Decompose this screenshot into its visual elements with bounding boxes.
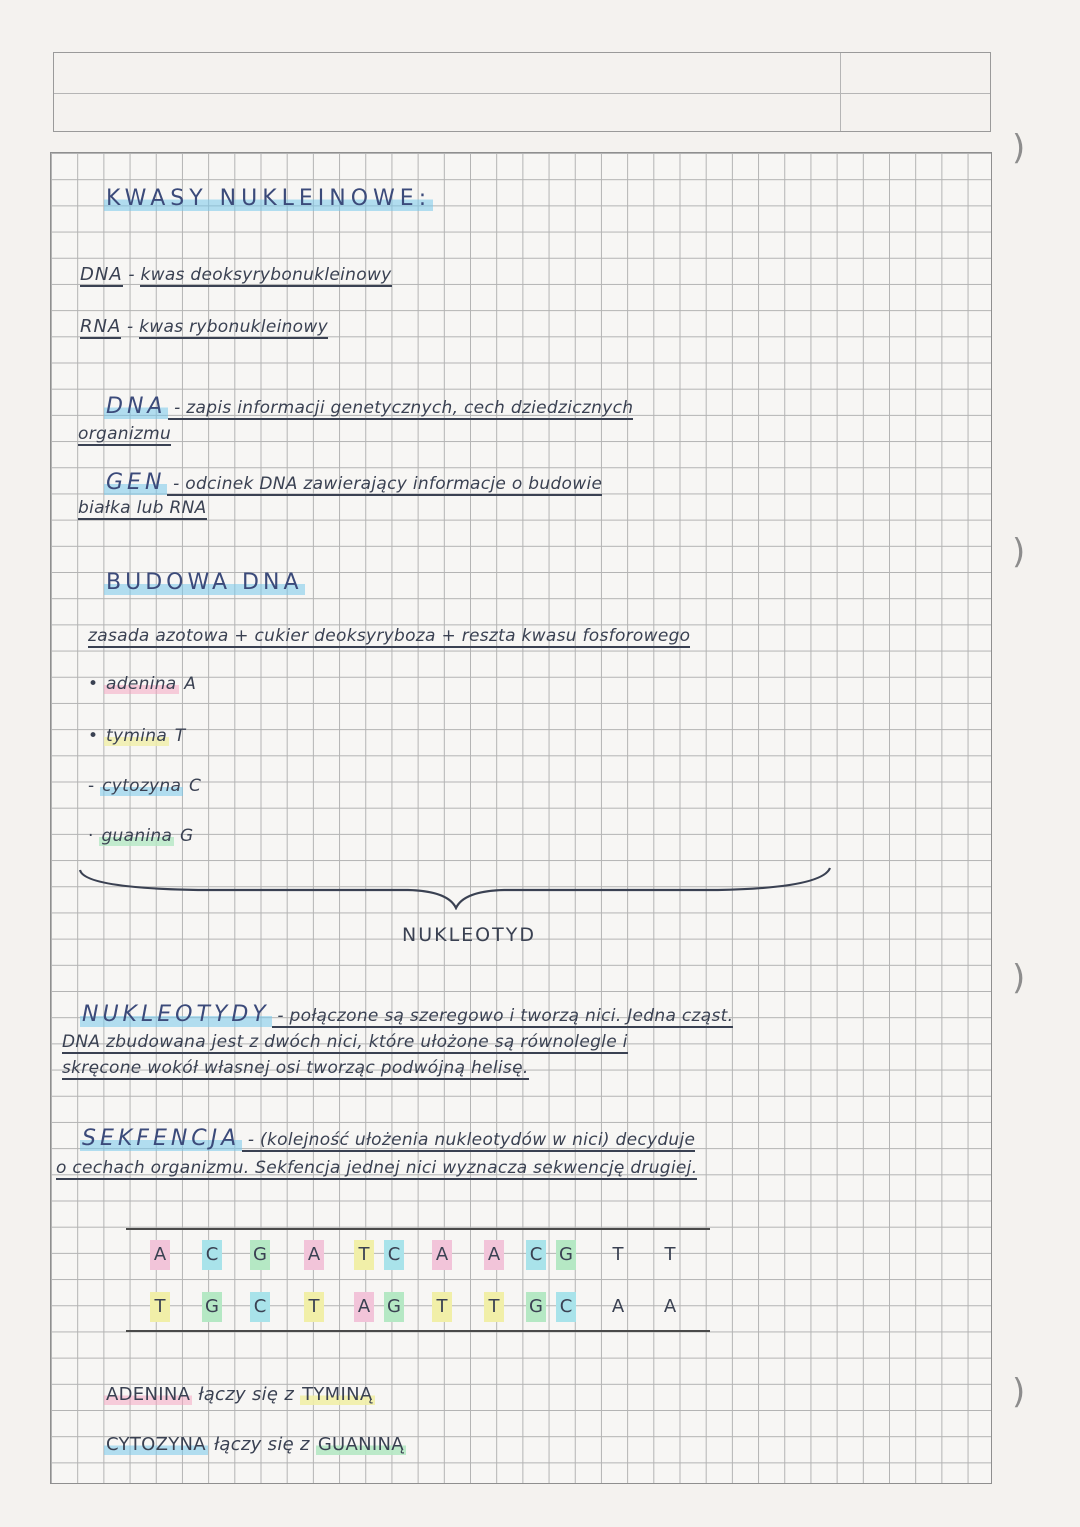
strand-top-base: C bbox=[384, 1240, 404, 1270]
dna-definition-text2: organizmu bbox=[78, 424, 172, 444]
gen-definition-text2: białka lub RNA bbox=[78, 498, 207, 518]
gen-definition-line2 bbox=[78, 498, 207, 518]
strand-bottom-line bbox=[126, 1330, 710, 1332]
header-divider-vertical bbox=[840, 53, 841, 131]
budowa-heading bbox=[104, 570, 305, 595]
definition-text: kwas rybonukleinowy bbox=[139, 317, 328, 337]
base-name: cytozyna bbox=[102, 776, 182, 796]
binder-hole-icon: ) bbox=[1012, 532, 1026, 572]
pair-mid: łączy się z bbox=[192, 1384, 301, 1405]
definition-sep: - bbox=[122, 265, 141, 285]
sekwencja-text2: o cechach organizmu. Sekfencja jednej nici wyznacza sekwencję drugiej. bbox=[56, 1158, 698, 1178]
strand-top-base: A bbox=[304, 1240, 324, 1270]
nukleotyd-label-text: NUKLEOTYD bbox=[402, 924, 536, 946]
strand-bottom-base: T bbox=[484, 1292, 504, 1322]
pair-base-a: ADENINA bbox=[106, 1384, 191, 1405]
budowa-formula-text: zasada azotowa + cukier deoksyryboza + reszta kwasu fosforowego bbox=[88, 626, 691, 646]
strand-bottom-base: C bbox=[556, 1292, 576, 1322]
base-name: adenina bbox=[106, 674, 177, 694]
nukleotydy-text2: DNA zbudowana jest z dwóch nici, które ułożone są równolegle i bbox=[62, 1032, 628, 1052]
bullet: - bbox=[88, 776, 95, 796]
pair-mid: łączy się z bbox=[207, 1434, 316, 1455]
dna-definition-line2 bbox=[78, 424, 171, 444]
strand-bottom-base: A bbox=[354, 1292, 374, 1322]
base-letter: C bbox=[188, 776, 202, 796]
definition-sep: - bbox=[121, 317, 140, 337]
strand-bottom-base: T bbox=[432, 1292, 452, 1322]
page-title bbox=[104, 186, 433, 211]
strand-top-line bbox=[126, 1228, 710, 1230]
strand-bottom-base: G bbox=[526, 1292, 546, 1322]
definition-label: DNA bbox=[80, 264, 123, 285]
nukleotydy-term: NUKLEOTYDY bbox=[82, 1002, 270, 1027]
definition-label: RNA bbox=[80, 316, 122, 337]
pair-base-b: TYMINĄ bbox=[302, 1384, 373, 1405]
pair-base-a: CYTOZYNA bbox=[106, 1434, 206, 1455]
base-list-item bbox=[88, 674, 196, 694]
definition-text: kwas deoksyrybonukleinowy bbox=[140, 265, 392, 285]
grid-paper bbox=[50, 152, 992, 1484]
base-letter: T bbox=[174, 726, 186, 746]
base-name: tymina bbox=[106, 726, 168, 746]
strand-bottom-base: A bbox=[611, 1296, 625, 1317]
nukleotyd-label bbox=[402, 924, 536, 946]
definition-rna bbox=[80, 316, 328, 337]
pair-rule bbox=[104, 1384, 375, 1405]
strand-top-base: C bbox=[526, 1240, 546, 1270]
curly-brace-icon bbox=[78, 860, 834, 910]
base-list-item bbox=[88, 726, 185, 746]
strand-top-base: T bbox=[354, 1240, 374, 1270]
strand-top-base: A bbox=[484, 1240, 504, 1270]
strand-top-base: T bbox=[664, 1244, 676, 1265]
strand-top-base: G bbox=[250, 1240, 270, 1270]
header-box bbox=[53, 52, 991, 132]
strand-bottom-base: G bbox=[202, 1292, 222, 1322]
gen-definition-text: - odcinek DNA zawierający informacje o budowie bbox=[167, 474, 603, 494]
page-title-text: KWASY NUKLEINOWE: bbox=[106, 186, 432, 211]
base-letter: G bbox=[179, 826, 194, 846]
nukleotydy-text: - połączone są szeregowo i tworzą nici. Jedna cząst. bbox=[271, 1006, 734, 1026]
strand-top-base: C bbox=[202, 1240, 222, 1270]
strand-top-base: T bbox=[612, 1244, 624, 1265]
strand-top-base: G bbox=[556, 1240, 576, 1270]
bullet: • bbox=[88, 674, 99, 694]
pair-base-b: GUANINĄ bbox=[317, 1434, 404, 1455]
nukleotydy-text3: skręcone wokół własnej osi tworząc podwójną helisę. bbox=[62, 1058, 529, 1078]
binder-hole-icon: ) bbox=[1012, 958, 1026, 998]
dna-definition-line1 bbox=[104, 394, 633, 419]
bullet: • bbox=[88, 726, 99, 746]
base-letter: A bbox=[184, 674, 197, 694]
budowa-formula bbox=[88, 626, 690, 646]
sekwencja-term: SEKFENCJA bbox=[82, 1126, 241, 1151]
sekwencja-line1 bbox=[80, 1126, 695, 1151]
strand-top-base: A bbox=[432, 1240, 452, 1270]
bullet: · bbox=[88, 826, 94, 846]
nukleotydy-line3 bbox=[62, 1058, 529, 1078]
base-name: guanina bbox=[101, 826, 173, 846]
dna-definition-text: - zapis informacji genetycznych, cech dziedzicznych bbox=[168, 398, 634, 418]
budowa-heading-text: BUDOWA DNA bbox=[106, 570, 303, 595]
binder-hole-icon: ) bbox=[1012, 1372, 1026, 1412]
strand-bottom-base: A bbox=[663, 1296, 677, 1317]
strand-bottom-base: C bbox=[250, 1292, 270, 1322]
base-list-item bbox=[88, 776, 201, 796]
nukleotydy-line1 bbox=[80, 1002, 733, 1027]
gen-definition-line1 bbox=[104, 470, 602, 495]
strand-bottom-base: T bbox=[304, 1292, 324, 1322]
strand-top-base: A bbox=[150, 1240, 170, 1270]
pair-rule bbox=[104, 1434, 406, 1455]
header-divider-horizontal bbox=[54, 93, 990, 94]
sekwencja-text: - (kolejność ułożenia nukleotydów w nici) decyduje bbox=[242, 1130, 696, 1150]
strand-bottom-base: T bbox=[150, 1292, 170, 1322]
gen-term: GEN bbox=[106, 470, 166, 495]
sekwencja-line2 bbox=[56, 1158, 697, 1178]
strand-bottom-base: G bbox=[384, 1292, 404, 1322]
definition-dna bbox=[80, 264, 392, 285]
nukleotydy-line2 bbox=[62, 1032, 628, 1052]
dna-term: DNA bbox=[106, 394, 167, 419]
binder-hole-icon: ) bbox=[1012, 128, 1026, 168]
base-list-item bbox=[88, 826, 193, 846]
